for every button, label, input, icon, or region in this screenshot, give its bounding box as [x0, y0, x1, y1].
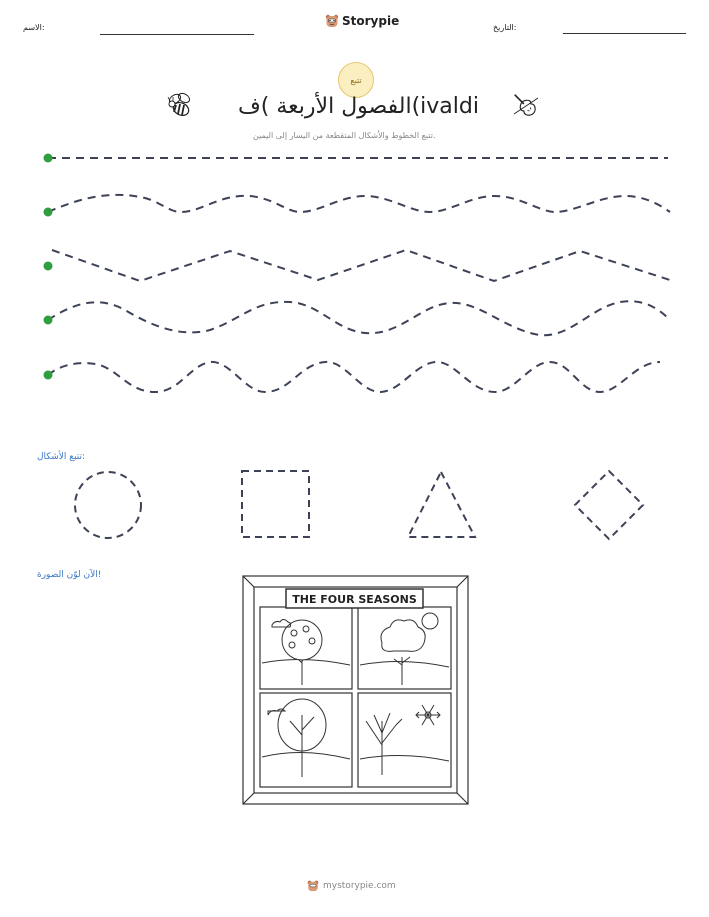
picture-title: THE FOUR SEASONS [292, 593, 417, 606]
trace-diamond [575, 471, 643, 539]
start-dot [44, 154, 53, 163]
shapes-section-label: تتبع الأشكال: [37, 452, 86, 462]
start-dot [44, 316, 53, 325]
violin-icon [508, 88, 544, 124]
tracing-shapes [0, 460, 709, 550]
tracing-lines [0, 140, 709, 400]
footer-url[interactable]: mystorypie.com [323, 881, 396, 891]
trace-square [242, 471, 309, 537]
date-label: التاريخ: [493, 23, 517, 32]
trace-circle [75, 472, 141, 538]
instructions-subtitle: تتبع الخطوط والأشكال المتقطعة من اليسار إلى اليمين. [253, 131, 436, 140]
storypie-logo-icon [325, 13, 339, 29]
page-title: الفصول الأربعة )ف(ivaldi [238, 94, 479, 119]
storypie-logo-icon [307, 879, 319, 893]
trace-line-zigzag [52, 250, 670, 281]
brand-name: Storypie [342, 14, 400, 28]
trace-line-gentle-wave [48, 195, 670, 212]
color-section-label: الآن لوّن الصورة! [37, 570, 102, 580]
name-label: الاسم: [23, 23, 45, 32]
four-seasons-picture [242, 575, 469, 805]
footer [307, 879, 396, 893]
bee-icon [164, 90, 196, 122]
trace-line-wave [48, 301, 670, 335]
name-field-line[interactable] [100, 34, 254, 35]
brand-header [325, 13, 399, 29]
trace-badge: تتبع [338, 62, 374, 98]
start-dot [44, 262, 53, 271]
trace-triangle [408, 472, 475, 537]
start-dot [44, 371, 53, 380]
date-field-line[interactable] [563, 33, 686, 34]
trace-line-deep-wave [48, 362, 660, 392]
start-dot [44, 208, 53, 217]
